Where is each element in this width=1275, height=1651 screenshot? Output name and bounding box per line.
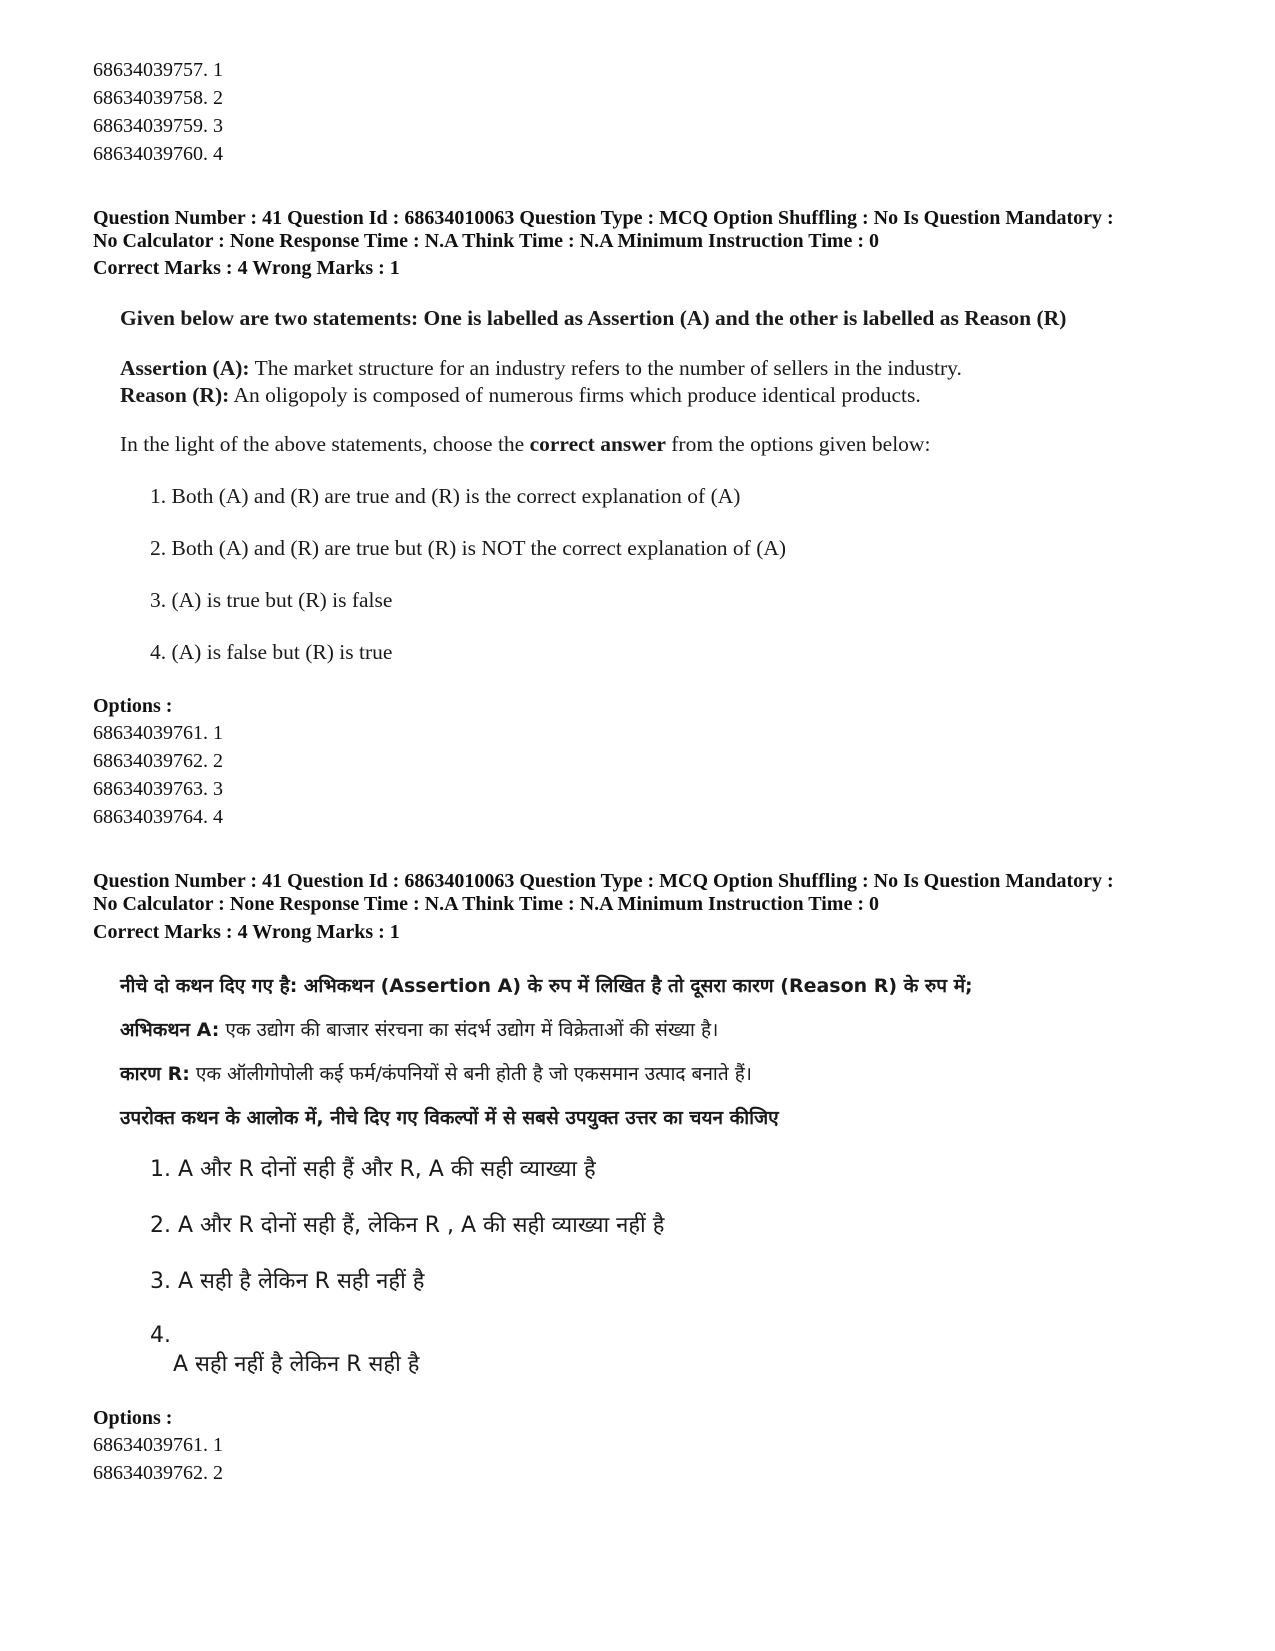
reason-label: Reason (R):	[120, 383, 230, 407]
option-line: 68634039761. 1	[93, 1434, 223, 1456]
instruction-pre: In the light of the above statements, choose the	[120, 432, 530, 456]
reason-label: कारण R:	[120, 1063, 190, 1085]
options-label: Options :	[93, 1407, 173, 1429]
assertion-text: The market structure for an industry refers to the number of sellers in the industry.	[249, 356, 962, 380]
option-line: 68634039760. 4	[93, 143, 223, 165]
choice-item: 1. Both (A) and (R) are true and (R) is the correct explanation of (A)	[150, 484, 741, 508]
assertion-line	[120, 1016, 718, 1044]
question-marks: Correct Marks : 4 Wrong Marks : 1	[93, 921, 400, 943]
question-marks: Correct Marks : 4 Wrong Marks : 1	[93, 257, 400, 279]
question-meta-line: Question Number : 41 Question Id : 68634010063 Question Type : MCQ Option Shuffling : No Is Question Mandatory :	[93, 207, 1114, 229]
option-line: 68634039762. 2	[93, 1462, 223, 1484]
assertion-line	[120, 354, 962, 382]
question-instruction: उपरोक्त कथन के आलोक में, नीचे दिए गए विकल्पों में से सबसे उपयुक्त उत्तर का चयन कीजिए	[120, 1107, 779, 1129]
instruction-post: from the options given below:	[665, 432, 931, 456]
choice-item: 1. A और R दोनों सही हैं और R, A की सही व्याख्या है	[150, 1157, 596, 1182]
option-line: 68634039762. 2	[93, 750, 223, 772]
option-line: 68634039759. 3	[93, 115, 223, 137]
choice-item: 3. (A) is true but (R) is false	[150, 588, 393, 612]
question-intro: Given below are two statements: One is labelled as Assertion (A) and the other is labelled as Reason (R)	[120, 306, 1067, 330]
reason-text: एक ऑलीगोपोली कई फर्म/कंपनियों से बनी होती है जो एकसमान उत्पाद बनाते हैं।	[189, 1063, 752, 1085]
question-meta-line: No Calculator : None Response Time : N.A Think Time : N.A Minimum Instruction Time : 0	[93, 230, 879, 252]
option-line: 68634039758. 2	[93, 87, 223, 109]
option-line: 68634039757. 1	[93, 59, 223, 81]
choice-item: 4. (A) is false but (R) is true	[150, 640, 393, 664]
choice-item: 2. A और R दोनों सही हैं, लेकिन R , A की सही व्याख्या नहीं है	[150, 1213, 665, 1238]
option-line: 68634039764. 4	[93, 806, 223, 828]
options-label: Options :	[93, 695, 173, 717]
assertion-text: एक उद्योग की बाजार संरचना का संदर्भ उद्योग में विक्रेताओं की संख्या है।	[219, 1019, 719, 1041]
question-instruction	[120, 430, 930, 458]
option-line: 68634039763. 3	[93, 778, 223, 800]
option-line: 68634039761. 1	[93, 722, 223, 744]
choice-item: A सही नहीं है लेकिन R सही है	[173, 1352, 420, 1377]
reason-line	[120, 381, 921, 409]
assertion-label: अभिकथन A:	[120, 1019, 220, 1041]
assertion-label: Assertion (A):	[120, 356, 250, 380]
instruction-bold: correct answer	[529, 432, 666, 456]
choice-item: 3. A सही है लेकिन R सही नहीं है	[150, 1269, 425, 1294]
reason-line	[120, 1060, 752, 1088]
question-intro: नीचे दो कथन दिए गए है: अभिकथन (Assertion A) के रुप में लिखित है तो दूसरा कारण (Reason R) के रुप में;	[120, 975, 973, 997]
choice-number: 4.	[150, 1323, 171, 1348]
choice-item: 2. Both (A) and (R) are true but (R) is NOT the correct explanation of (A)	[150, 536, 787, 560]
question-meta-line: No Calculator : None Response Time : N.A Think Time : N.A Minimum Instruction Time : 0	[93, 893, 879, 915]
reason-text: An oligopoly is composed of numerous firms which produce identical products.	[229, 383, 921, 407]
question-meta-line: Question Number : 41 Question Id : 68634010063 Question Type : MCQ Option Shuffling : No Is Question Mandatory :	[93, 870, 1114, 892]
